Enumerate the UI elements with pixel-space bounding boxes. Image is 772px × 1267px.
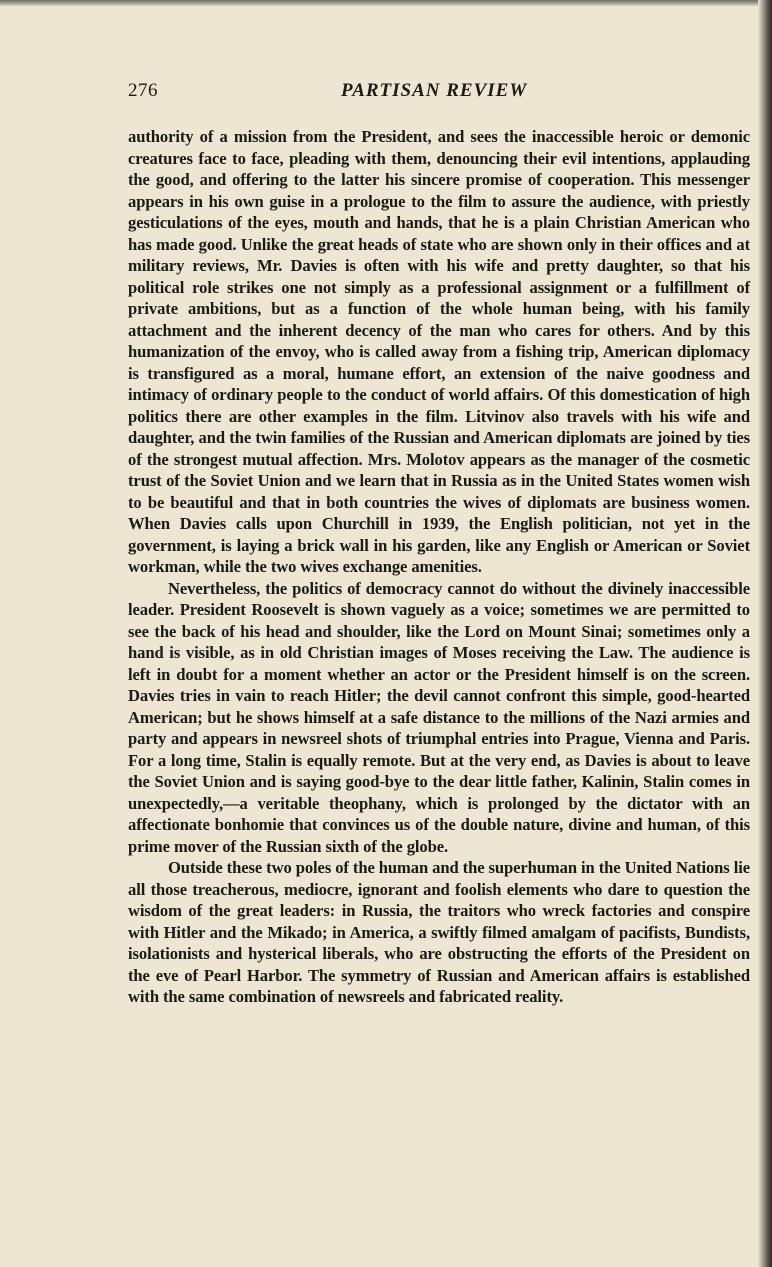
page-top-edge bbox=[0, 0, 772, 6]
page-number: 276 bbox=[128, 80, 158, 101]
page-header bbox=[128, 80, 750, 106]
paragraph-3: Outside these two poles of the human and the superhuman in the United Nations lie all those treacherous, mediocre, ignorant and foolish elements who dare to question the wisdom of the great leaders: in Russia, the traitors who wreck factories and conspire with Hitler and the Mikado; in America, a swiftly filmed amalgam of pacifists, Bundists, isolationists and hysterical liberals, who are obstructing the efforts of the President on the eve of Pearl Harbor. The symmetry of Russian and American affairs is established with the same combination of newsreels and fabricated reality. bbox=[128, 858, 750, 1006]
body-text bbox=[128, 126, 750, 1008]
page-binding-edge bbox=[758, 0, 772, 1267]
paragraph-2: Nevertheless, the politics of democracy cannot do without the divinely inaccessible leader. President Roosevelt is shown vaguely as a voice; sometimes we are permitted to see the back of his head and shoulder, like the Lord on Mount Sinai; sometimes only a hand is visible, as in old Christian images of Moses receiving the Law. The audience is left in doubt for a moment whether an actor or the President himself is on the screen. Davies tries in vain to reach Hitler; the devil cannot confront this simple, good-hearted American; but he shows himself at a safe distance to the millions of the Nazi armies and party and appears in newsreel shots of triumphal entries into Prague, Vienna and Paris. For a long time, Stalin is equally remote. But at the very end, as Davies is about to leave the Soviet Union and is saying good-bye to the dear little father, Kalinin, Stalin comes in unexpectedly,—a veritable theophany, which is prolonged by the dictator with an affectionate bonhomie that convinces us of the double nature, divine and human, of this prime mover of the Russian sixth of the globe. bbox=[128, 578, 750, 856]
running-head: PARTISAN REVIEW bbox=[341, 80, 528, 101]
paragraph-1: authority of a mission from the President, and sees the inaccessible heroic or demonic creatures face to face, pleading with them, denouncing their evil intentions, applauding the good, and offering to the latter his sincere promise of cooperation. This messenger appears in his own guise in a prologue to the film to assure the audience, with priestly gesticulations of the eyes, mouth and hands, that he is a plain Christian American who has made good. Unlike the great heads of state who are shown only in their offices and at military reviews, Mr. Davies is often with his wife and pretty daughter, so that his political role strikes one not simply as a professional assignment or a fulfillment of private ambitions, but as a function of the whole human being, with his family attachment and the inherent decency of the man who cares for others. And by this humanization of the envoy, who is called away from a fishing trip, American diplomacy is transfigured as a moral, humane effort, an extension of the naive goodness and intimacy of ordinary people to the conduct of world affairs. Of this domestication of high politics there are other examples in the film. Litvinov also travels with his wife and daughter, and the twin families of the Russian and American diplomats are joined by ties of the strongest mutual affection. Mrs. Molotov appears as the manager of the cosmetic trust of the Soviet Union and we learn that in Russia as in the United States women wish to be beautiful and that in both countries the wives of diplomats are business women. When Davies calls upon Churchill in 1939, the English politician, not yet in the government, is laying a brick wall in his garden, like any English or American or Soviet workman, while the two wives exchange amenities. bbox=[128, 127, 750, 576]
